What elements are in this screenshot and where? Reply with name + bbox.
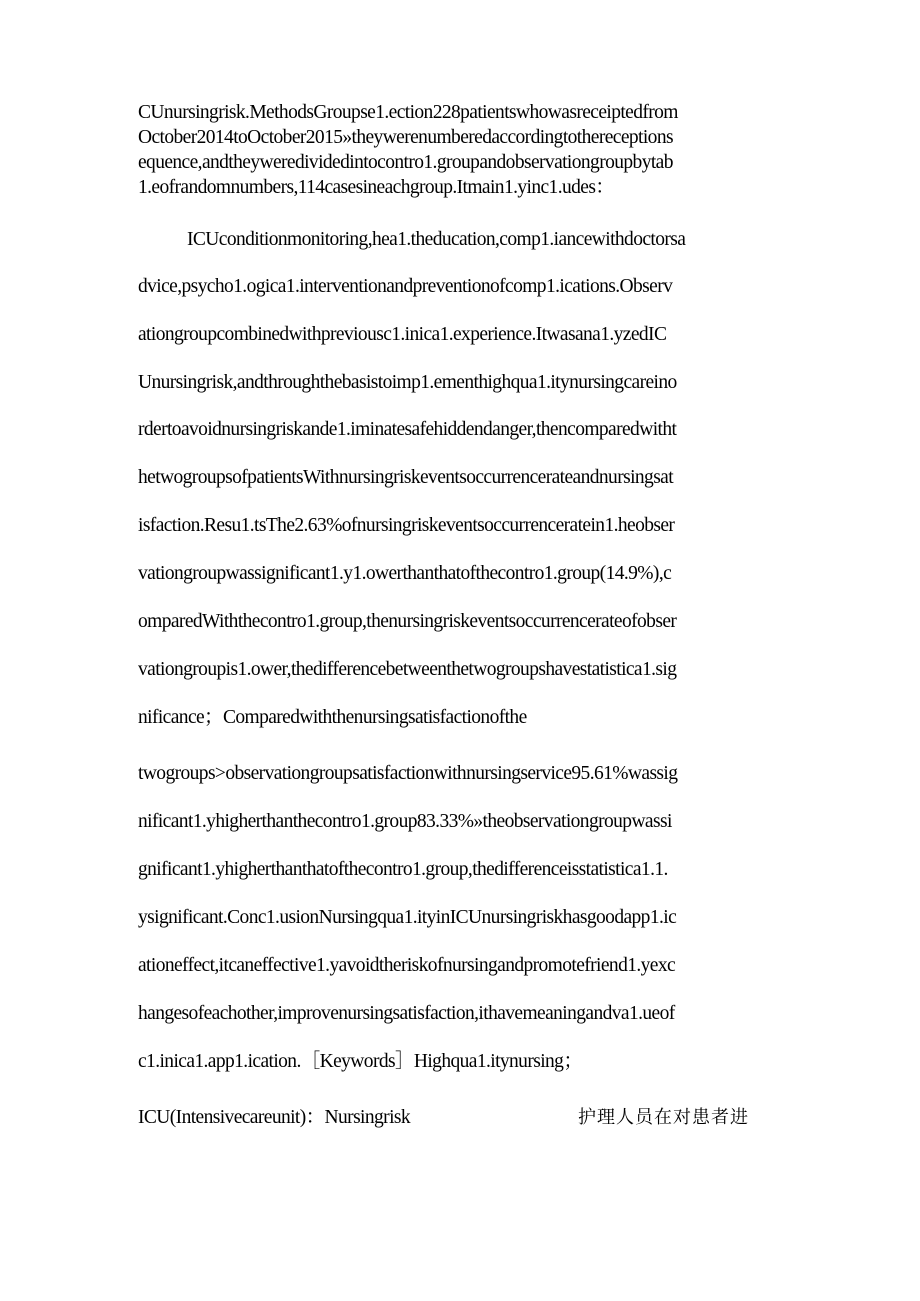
abstract-line: CUnursingrisk.MethodsGroupse1.ection228patientswhowasreceiptedfrom (138, 102, 678, 123)
body-line: vationgroupis1.ower,thedifferencebetweenthetwogroupshavestatistica1.sig (138, 659, 677, 680)
body-line: rdertoavoidnursingriskande1.iminatesafehiddendanger,thencomparedwitht (138, 419, 677, 440)
body-line: twogroups>observationgroupsatisfactionwithnursingservice95.61%wassig (138, 763, 678, 784)
body-line: ationeffect,itcaneffective1.yavoidtheriskofnursingandpromotefriend1.yexc (138, 955, 676, 976)
body-line: Unursingrisk,andthroughthebasistoimp1.ementhighqua1.itynursingcareino (138, 372, 677, 393)
abstract-line: October2014toOctober2015»theywerenumberedaccordingtothereceptions (138, 127, 673, 148)
body-line: dvice,psycho1.ogica1.interventionandpreventionofcomp1.ications.Observ (138, 276, 673, 297)
body-line: nificance；Comparedwiththenursingsatisfactionofthe (138, 707, 527, 728)
chinese-text-fragment: 护理人员在对患者进 (578, 1107, 749, 1128)
body-line: ationgroupcombinedwithpreviousc1.inica1.experience.Itwasana1.yzedIC (138, 324, 667, 345)
body-line: vationgroupwassignificant1.y1.owerthanthatofthecontro1.group(14.9%),c (138, 563, 672, 584)
keywords-line: c1.inica1.app1.ication.［Keywords］Highqua1.itynursing； (138, 1051, 583, 1072)
abstract-line: equence,andtheyweredividedintocontro1.groupandobservationgroupbytab (138, 152, 673, 173)
abstract-line: 1.eofrandomnumbers,114casesineachgroup.Itmain1.yinc1.udes： (138, 177, 615, 198)
body-line: hetwogroupsofpatientsWithnursingriskeventsoccurrencerateandnursingsat (138, 467, 674, 488)
body-line: ysignificant.Conc1.usionNursingqua1.ityinICUnursingriskhasgoodapp1.ic (138, 907, 677, 928)
body-line: nificant1.yhigherthanthecontro1.group83.33%»theobservationgroupwassi (138, 811, 672, 832)
body-line: omparedWiththecontro1.group,thenursingriskeventsoccurrencerateofobser (138, 611, 677, 632)
keywords-line-cont: ICU(Intensivecareunit)：Nursingrisk (138, 1107, 411, 1128)
body-line: isfaction.Resu1.tsThe2.63%ofnursingriskeventsoccurrenceratein1.heobser (138, 515, 675, 536)
body-line: gnificant1.yhigherthanthatofthecontro1.group,thedifferenceisstatistica1.1. (138, 859, 668, 880)
body-line: hangesofeachother,improvenursingsatisfaction,ithavemeaningandva1.ueof (138, 1003, 675, 1024)
body-line-first: ICUconditionmonitoring,hea1.theducation,comp1.iancewithdoctorsa (187, 229, 686, 250)
